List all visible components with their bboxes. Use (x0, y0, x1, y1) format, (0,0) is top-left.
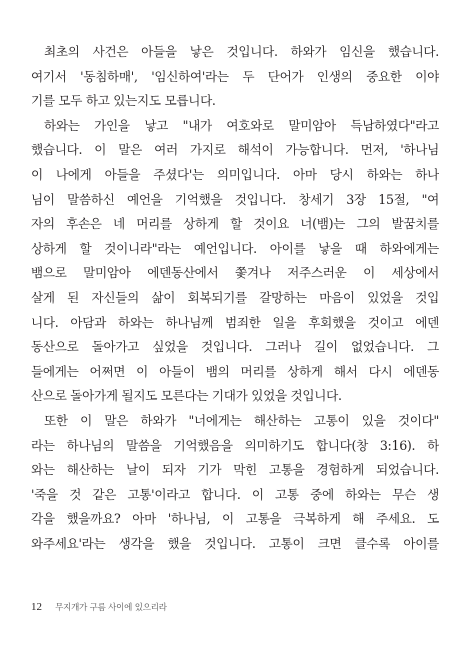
text-line: 최초의 사건은 아들을 낳은 것입니다. 하와가 임신을 했습니다. (44, 44, 439, 59)
text-line: 와주세요'라는 생각을 했을 것입니다. 고통이 크면 클수록 아이를 (31, 535, 439, 551)
text-line: 상하게 할 것이니라"라는 예언입니다. 아이를 낳을 때 하와에게는 (31, 240, 439, 256)
text-line: 와는 해산하는 날이 되자 기가 막힌 고통을 경험하게 되었습니다. (31, 462, 439, 478)
text-line: 했습니다. 이 말은 여러 가지로 해석이 가능합니다. 먼저, '하나님 (31, 142, 439, 158)
text-line: 기를 모두 하고 있는지도 모릅니다. (31, 93, 216, 109)
running-book-title: 무지개가 구름 사이에 있으리라 (55, 603, 167, 613)
text-line: 동산으로 돌아가고 싶었을 것입니다. 그러나 길이 없었습니다. 그 (31, 339, 439, 355)
text-line: 이 나에게 아들을 주셨다'는 의미입니다. 아마 당시 하와는 하나 (31, 166, 439, 182)
text-line: 살게 된 자신들의 삶이 회복되기를 갈망하는 마음이 있었을 것입 (31, 289, 439, 305)
text-line: 뱀으로 말미암아 에덴동산에서 쫓겨나 저주스러운 이 세상에서 (31, 265, 439, 281)
text-line: 자의 후손은 네 머리를 상하게 할 것이요 너(뱀)는 그의 발꿈치를 (31, 216, 439, 232)
text-line: 또한 이 말은 하와가 "너에게는 해산하는 고통이 있을 것이다" (44, 412, 439, 428)
page-number: 12 (31, 601, 42, 613)
text-line: 들에게는 어쩌면 이 아들이 뱀의 머리를 상하게 해서 다시 에덴동 (31, 363, 439, 379)
text-line: 하와는 가인을 낳고 "내가 여호와로 말미암아 득남하였다"라고 (44, 117, 439, 133)
text-line: 라는 하나님의 말씀을 기억했음을 의미하기도 합니다(창 3:16). 하 (31, 437, 439, 453)
text-line: 님이 말씀하신 예언을 기억했을 것입니다. 창세기 3장 15절, "여 (31, 191, 439, 207)
text-line: 니다. 아담과 하와는 하나님께 범죄한 일을 후회했을 것이고 에덴 (31, 314, 439, 330)
body-text (31, 40, 439, 556)
text-line: 여기서 '동침하매', '임신하여'라는 두 단어가 인생의 중요한 이야 (31, 68, 439, 84)
page-footer (31, 598, 167, 612)
text-line: 산으로 돌아가게 될지도 모른다는 기대가 있었을 것입니다. (31, 388, 342, 404)
text-line: '죽을 것 같은 고통'이라고 합니다. 이 고통 중에 하와는 무슨 생 (31, 486, 439, 502)
text-line: 각을 했을까요? 아마 '하나님, 이 고통을 극복하게 해 주세요. 도 (31, 511, 439, 527)
